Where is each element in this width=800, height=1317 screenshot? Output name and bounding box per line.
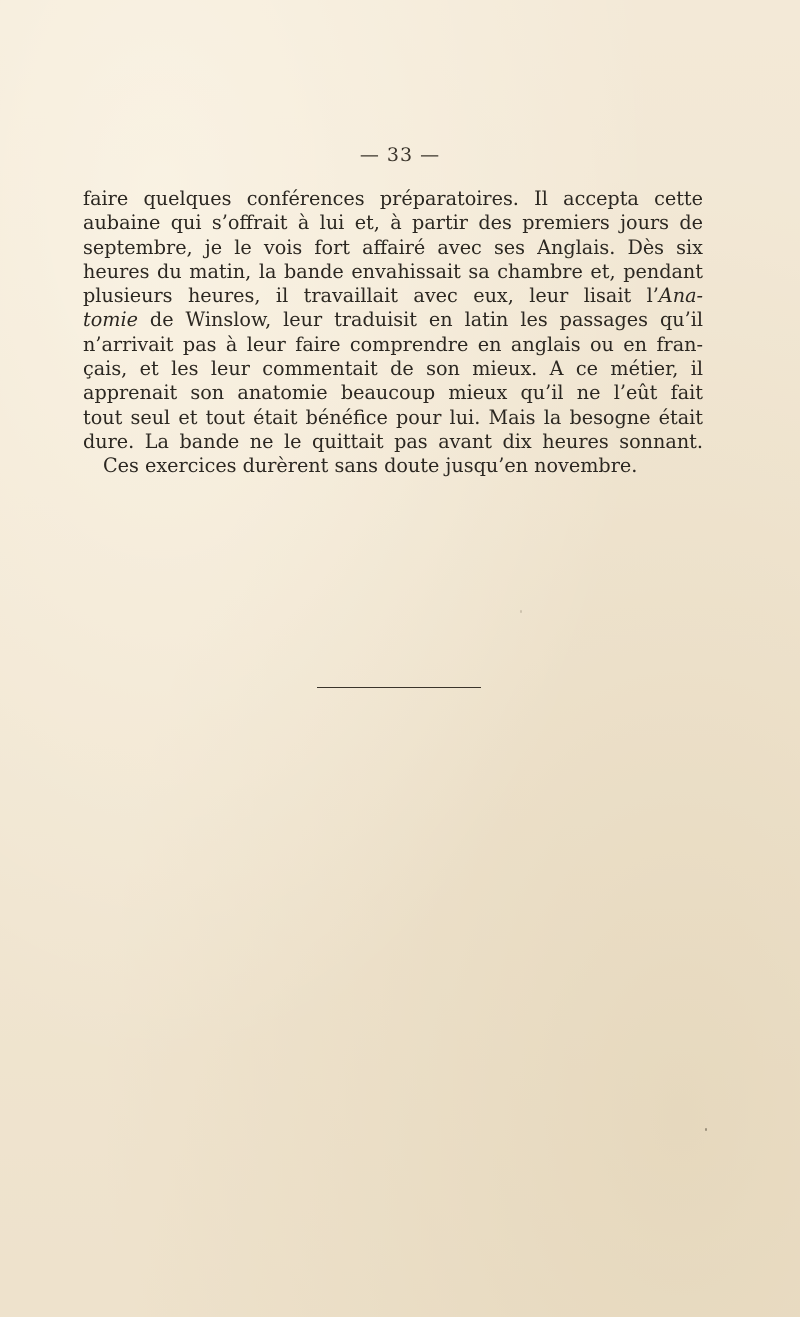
italic-title-fragment: tomie (83, 308, 138, 332)
body-paragraph (83, 187, 703, 479)
text-line: faire quelques conférences préparatoires. Il accepta cette (83, 187, 703, 210)
text-line: dure. La bande ne le quittait pas avant dix heures sonnant. (83, 429, 703, 453)
paper-speck (705, 1128, 707, 1131)
text-line (83, 308, 703, 332)
paper-speck (520, 610, 522, 613)
text-line (83, 284, 703, 308)
page-number: — 33 — (359, 144, 441, 166)
text-line: aubaine qui s’offrait à lui et, à partir des premiers jours de (83, 211, 703, 235)
text-line: apprenait son anatomie beaucoup mieux qu’il ne l’eût fait (83, 381, 703, 405)
text-segment: plusieurs heures, il travaillait avec eux, leur lisait l’ (83, 284, 659, 308)
text-line: heures du matin, la bande envahissait sa chambre et, pendant (83, 259, 703, 283)
text-line: tout seul et tout était bénéfice pour lui. Mais la besogne était (83, 405, 703, 429)
text-segment: de Winslow, leur traduisit en latin les passages qu’il (137, 308, 703, 332)
text-line: Ces exercices durèrent sans doute jusqu’en novembre. (103, 454, 638, 478)
text-line: septembre, je le vois fort affairé avec ses Anglais. Dès six (83, 235, 703, 259)
text-line: çais, et les leur commentait de son mieux. A ce métier, il (83, 357, 703, 381)
section-divider-rule (317, 687, 481, 688)
italic-title-fragment: Ana- (658, 284, 703, 308)
text-line: n’arrivait pas à leur faire comprendre en anglais ou en fran- (83, 332, 703, 356)
